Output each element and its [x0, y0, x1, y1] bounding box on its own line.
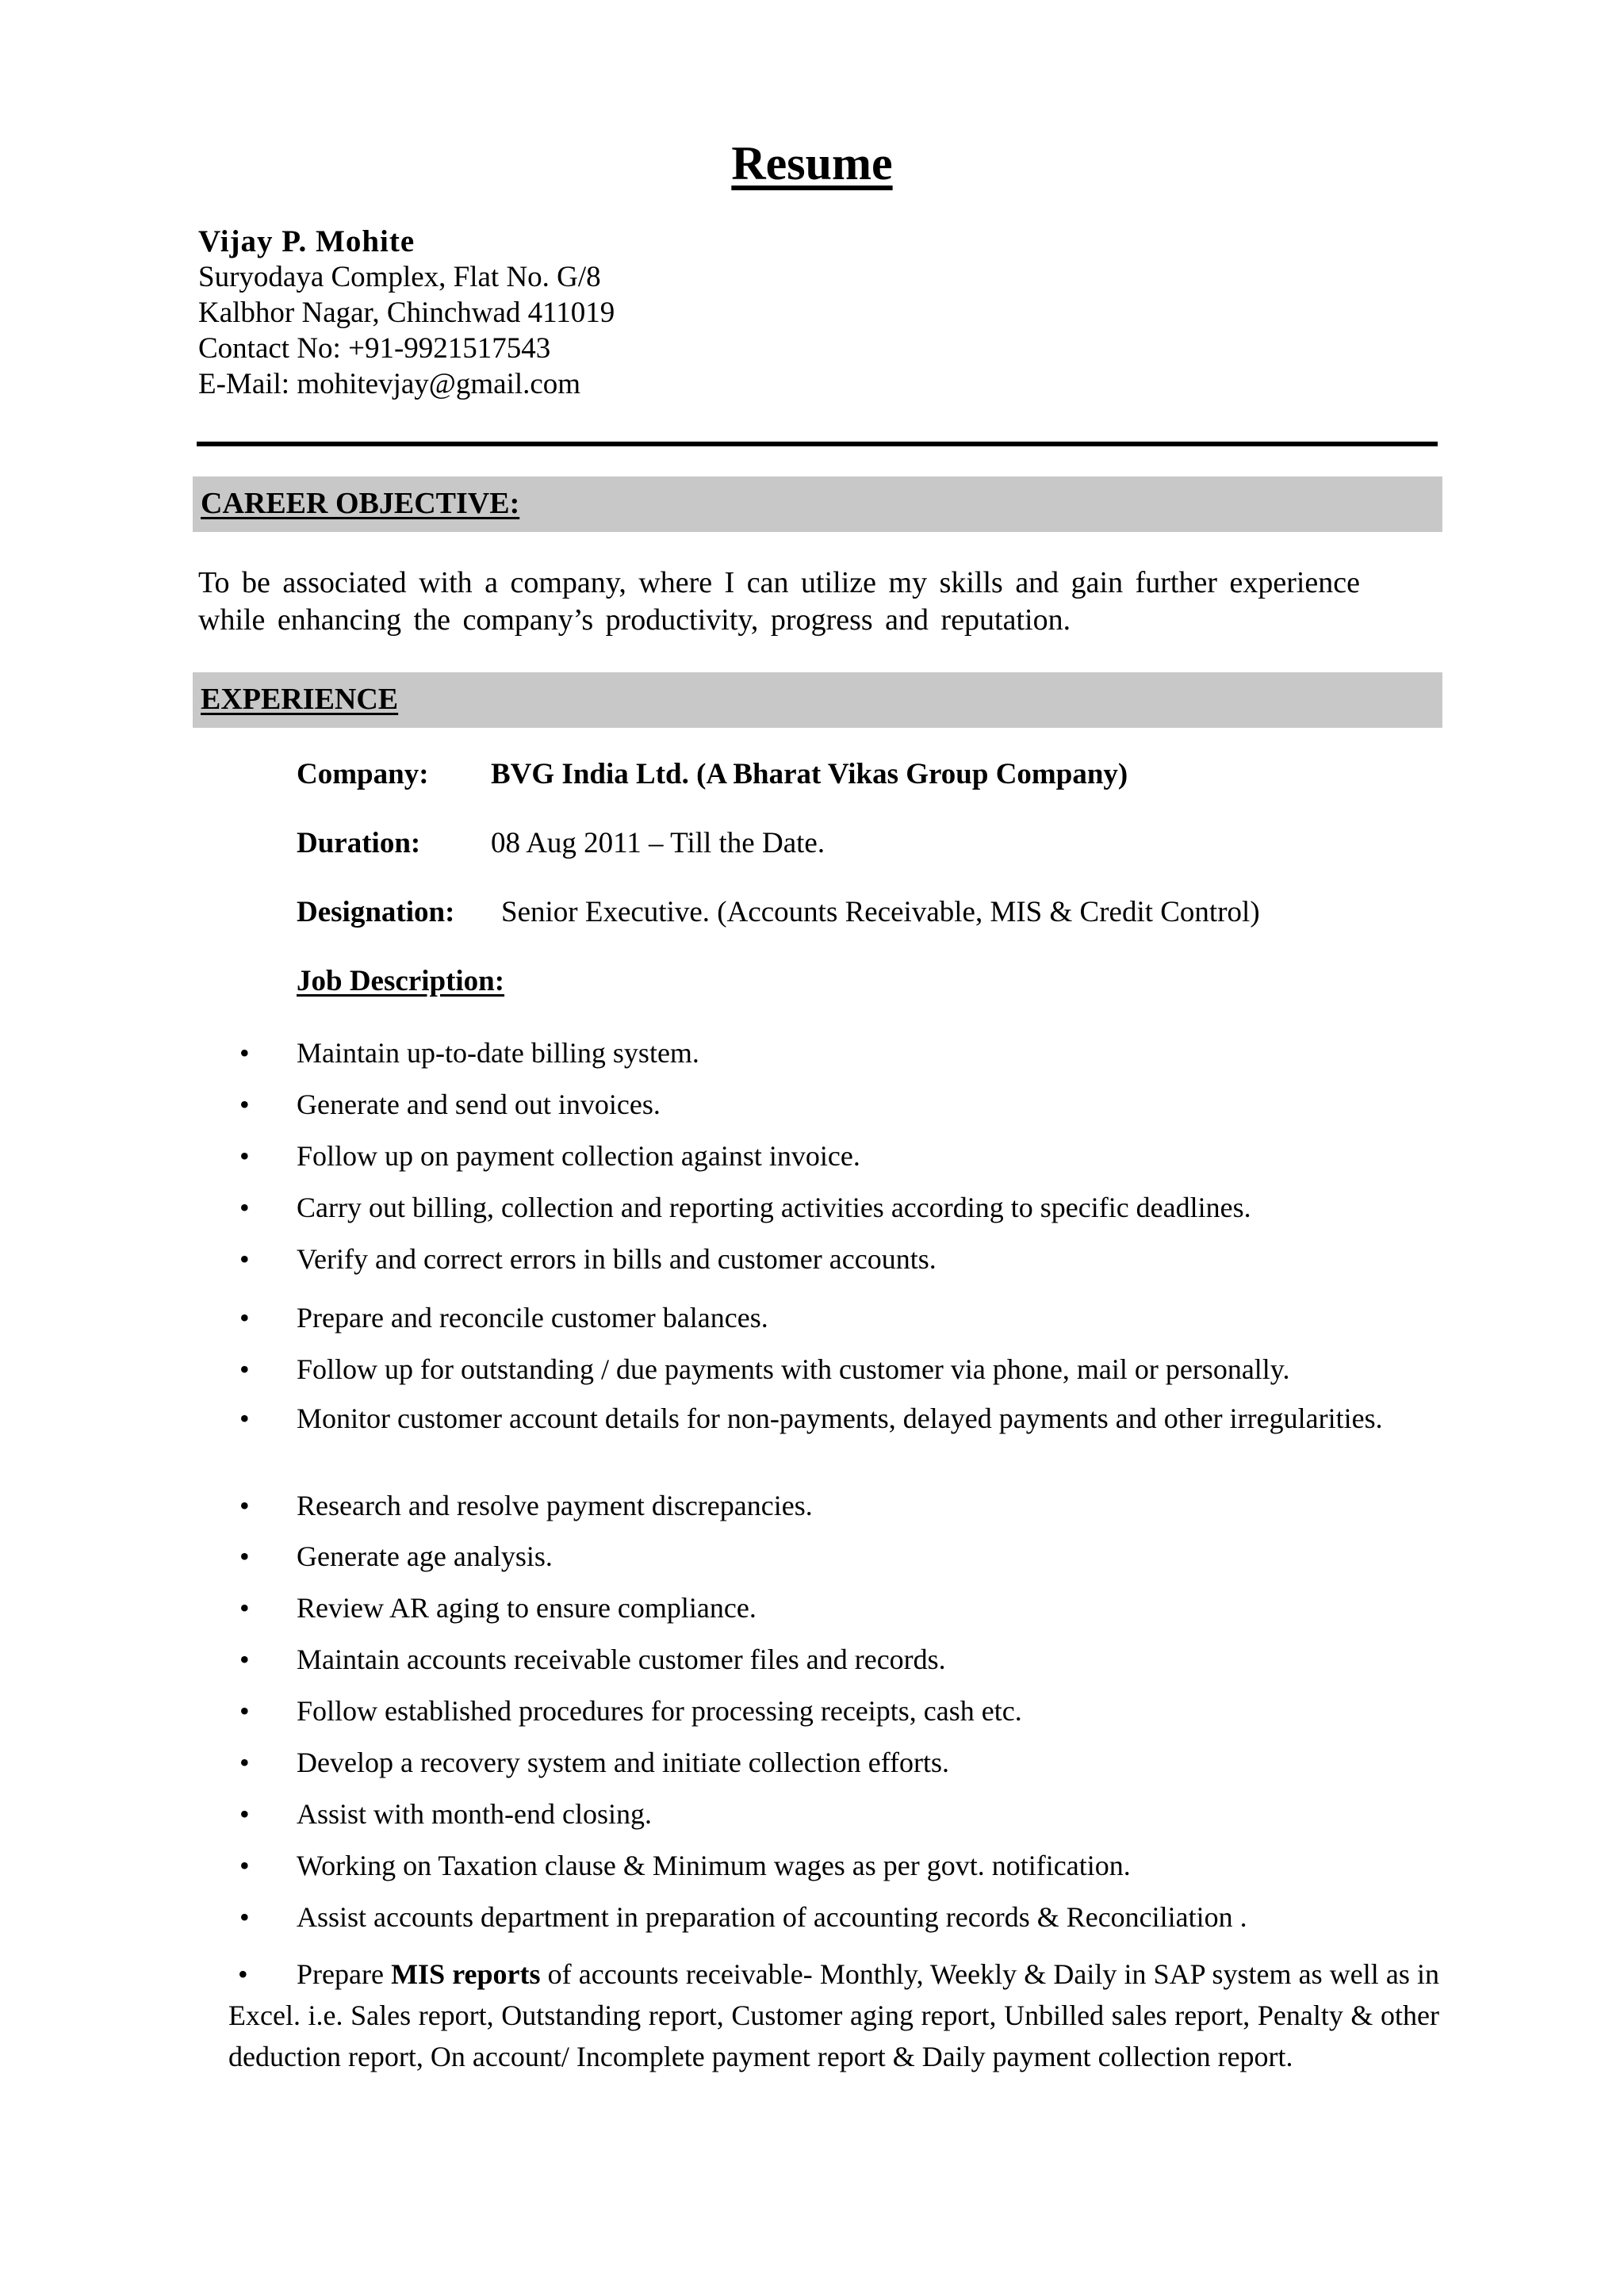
- address-line-1: Suryodaya Complex, Flat No. G/8: [198, 261, 601, 293]
- bullet-icon: •: [239, 1037, 250, 1069]
- career-objective-header: [193, 476, 1442, 532]
- duration-value: 08 Aug 2011 – Till the Date.: [491, 827, 825, 859]
- address-line-2: Kalbhor Nagar, Chinchwad 411019: [198, 297, 615, 329]
- bullet-icon: •: [239, 1243, 250, 1275]
- bullet-icon: •: [239, 1901, 250, 1933]
- mis-bold: MIS reports: [391, 1958, 541, 1990]
- bullet-icon: •: [239, 1402, 250, 1434]
- bullet-icon: •: [239, 1747, 250, 1778]
- designation-value: Senior Executive. (Accounts Receivable, MIS & Credit Control): [501, 896, 1260, 928]
- experience-header: [193, 672, 1442, 728]
- bullet-icon: •: [239, 1490, 250, 1521]
- contact-email: E-Mail: mohitevjay@gmail.com: [198, 368, 581, 400]
- mis-reports-item: [228, 1954, 1439, 2077]
- bullet-icon: •: [239, 1540, 250, 1572]
- designation-label: Designation:: [297, 896, 455, 928]
- bullet-icon: •: [239, 1192, 250, 1223]
- bullet-icon: •: [239, 1644, 250, 1675]
- company-value: BVG India Ltd. (A Bharat Vikas Group Company): [491, 758, 1128, 790]
- bullet-icon: •: [239, 1089, 250, 1120]
- contact-block: [198, 224, 615, 402]
- resume-page: Resume Vijay P. Mohite Suryodaya Complex, Flat No. G/8 Kalbhor Nagar, Chinchwad 411019 Contact No: +91-9921517543 E-Mail: mohitevjay@gmail.com CAREER OBJECTIVE: To be associated with a company, where I can utilize my skills and gain further experience while enhancing the company’s productivity, progress and reputation. EXPERIENCE Company: BVG India Ltd. (A Bharat Vikas Group Company) Duration: 08 Aug 2011 – Till the Date. Designation: Senior Executive. (Accounts Receivable, MIS & Credit Control) Job Description: • Maintain up-to-date billing system. • Generate and send out invoices. • Follow up on payment collection against invoice. • Carry out billing, collection and reporting activities according to specific deadlines. • Verify and correct errors in bills and customer accounts. • Prepare and reconcile customer balances. • Follow up for outstanding / due payments with customer via phone, mail or personally. • Monitor customer account details for non-payments, delayed payments and other irregularities. • Research and resolve payment discrepancies. • Generate age analysis. • Review AR aging to ensure compliance. • Maintain accounts receivable customer files and records. • Follow established procedures for processing receipts, cash etc. • Develop a recovery system and initiate collection efforts. • Assist with month-end closing. • Working on Taxation clause & Minimum wages as per govt. notification. • Assist accounts department in preparation of accounting records & Reconciliation . • Prepare MIS reports of accounts receivable- Monthly, Weekly & Daily in SAP system as well as in Excel. i.e. Sales report, Outstanding report, Customer aging report, Unbilled sales report, Penalty & other deduction report, On account/ Incomplete payment report & Daily payment collection report.: [0, 0, 1624, 2296]
- bullet-icon: •: [239, 1798, 250, 1830]
- bullet-icon: •: [239, 1140, 250, 1172]
- bullet-icon: •: [239, 1592, 250, 1624]
- duration-label: Duration:: [297, 827, 421, 859]
- horizontal-rule: [197, 442, 1438, 446]
- bullet-icon: •: [239, 1695, 250, 1727]
- bullet-icon: •: [239, 1353, 250, 1385]
- career-objective-heading: CAREER OBJECTIVE:: [201, 487, 520, 520]
- bullet-icon: •: [239, 1850, 250, 1881]
- document-title: Resume: [731, 137, 893, 189]
- bullet-icon: •: [238, 1958, 248, 1990]
- mis-prefix: Prepare: [297, 1958, 392, 1990]
- company-label: Company:: [297, 758, 429, 790]
- candidate-name: Vijay P. Mohite: [198, 224, 416, 258]
- bullet-icon: •: [239, 1302, 250, 1334]
- mis-rest: of accounts receivable- Monthly, Weekly & Daily in SAP system as well as in Excel. i.e. Sales report, Outstanding report, Customer aging report, Unbilled sales report, Penalty & other deduction report, On account/ Incomplete payment report & Daily payment collection report.: [228, 1958, 1439, 2072]
- experience-heading: EXPERIENCE: [201, 683, 399, 716]
- contact-phone: Contact No: +91-9921517543: [198, 332, 551, 365]
- job-description-heading: Job Description:: [297, 965, 505, 997]
- career-objective-text: To be associated with a company, where I can utilize my skills and gain further experience while enhancing the company’s productivity, progress and reputation.: [198, 566, 1361, 637]
